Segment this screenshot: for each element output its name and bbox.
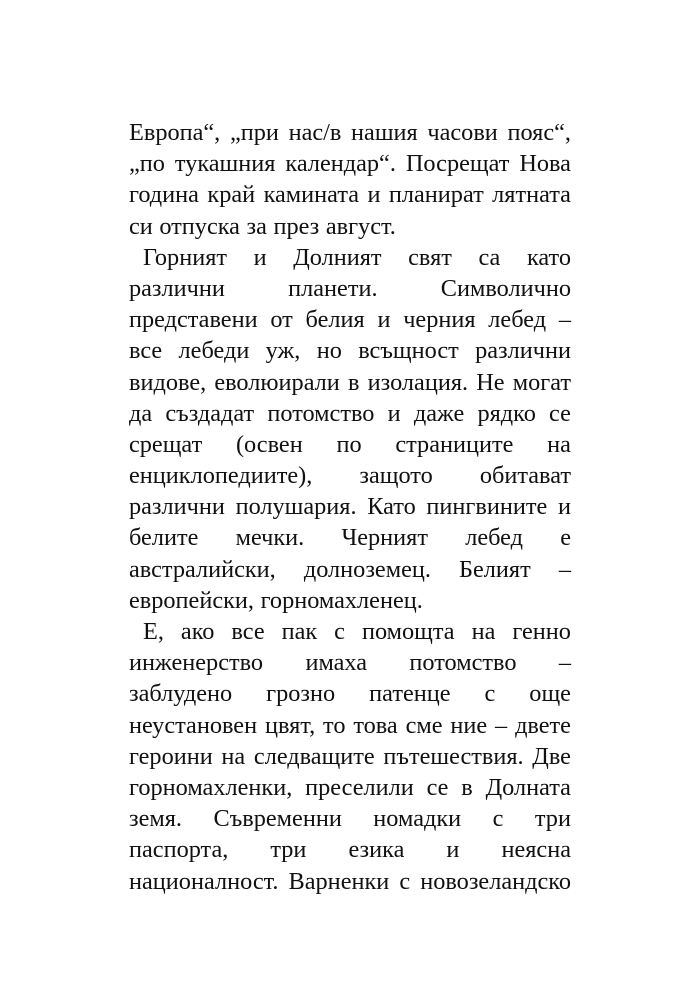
word: страниците bbox=[395, 430, 514, 458]
word: цвят, bbox=[264, 711, 316, 739]
word: Като bbox=[367, 493, 416, 521]
word: белия bbox=[305, 306, 365, 334]
word: пингвините bbox=[426, 493, 548, 521]
word: с bbox=[399, 867, 411, 895]
word: в bbox=[461, 773, 473, 801]
word: различни bbox=[129, 274, 225, 302]
word: ако bbox=[180, 618, 215, 645]
word: европейски, bbox=[129, 586, 255, 614]
word: (освен bbox=[235, 430, 303, 458]
word: от bbox=[270, 306, 293, 334]
word: да bbox=[129, 399, 153, 427]
word: на bbox=[471, 618, 496, 645]
word: героини bbox=[129, 742, 213, 770]
text-line bbox=[129, 304, 571, 335]
word: с bbox=[334, 618, 345, 645]
text-line bbox=[129, 491, 571, 522]
word: имаха bbox=[305, 649, 368, 677]
word: долноземец. bbox=[303, 555, 431, 583]
word: за bbox=[246, 212, 267, 240]
word: Съвременни bbox=[213, 805, 342, 833]
word: земя. bbox=[129, 805, 183, 833]
word: Горният bbox=[143, 243, 228, 271]
word: още bbox=[529, 680, 571, 708]
word: Нова bbox=[519, 150, 571, 178]
word: видове, bbox=[129, 368, 207, 396]
word: Посрещат bbox=[405, 150, 510, 178]
word: по bbox=[336, 430, 362, 458]
text-line bbox=[129, 616, 571, 647]
word: изолация. bbox=[367, 368, 469, 396]
word: националност. bbox=[129, 867, 279, 895]
word: лебеди bbox=[178, 337, 250, 365]
word: на bbox=[221, 742, 246, 770]
text-line bbox=[129, 148, 571, 179]
word: следващите bbox=[253, 742, 375, 770]
word: свят bbox=[408, 243, 452, 271]
word: се bbox=[426, 773, 449, 801]
text-line bbox=[129, 803, 571, 834]
text-line bbox=[129, 585, 571, 616]
word: са bbox=[478, 243, 501, 271]
word: грозно bbox=[266, 680, 336, 708]
word: полушария. bbox=[235, 493, 357, 521]
word: потомство bbox=[267, 399, 375, 427]
word: в bbox=[347, 368, 360, 396]
word: пътешествия. bbox=[383, 742, 524, 770]
word: – bbox=[558, 555, 571, 583]
word: даже bbox=[413, 399, 465, 427]
word: се bbox=[549, 399, 571, 427]
text-line bbox=[129, 211, 571, 242]
word: планети. bbox=[288, 274, 378, 302]
text-line bbox=[129, 117, 571, 148]
word: все bbox=[231, 618, 265, 645]
word: си bbox=[129, 212, 153, 240]
word: лятната bbox=[492, 181, 571, 209]
word: могат bbox=[512, 368, 571, 396]
word: срещат bbox=[129, 430, 203, 458]
word: с bbox=[484, 680, 496, 708]
word: Две bbox=[532, 742, 571, 770]
word: и bbox=[557, 493, 571, 521]
word: Белият bbox=[459, 555, 531, 583]
word: край bbox=[207, 181, 256, 209]
word: отпуска bbox=[159, 212, 240, 240]
word: година bbox=[129, 181, 199, 209]
text-line bbox=[129, 242, 571, 273]
word: преселили bbox=[305, 773, 414, 801]
word: и bbox=[387, 399, 401, 427]
word: е bbox=[560, 524, 571, 552]
word: като bbox=[526, 243, 571, 271]
word: и bbox=[446, 836, 460, 864]
word: енциклопедиите), bbox=[129, 462, 313, 490]
word: инженерство bbox=[129, 649, 264, 677]
word: три bbox=[270, 836, 307, 864]
text-line bbox=[129, 710, 571, 741]
word: но bbox=[316, 337, 342, 365]
word: то bbox=[323, 711, 346, 739]
word: през bbox=[273, 212, 320, 240]
word: патенце bbox=[369, 680, 451, 708]
word: лебед bbox=[465, 524, 523, 552]
text-line bbox=[129, 398, 571, 429]
text-line bbox=[129, 429, 571, 460]
word: черния bbox=[403, 306, 476, 334]
text-line bbox=[129, 647, 571, 678]
word: Черният bbox=[341, 524, 428, 552]
text-line bbox=[129, 179, 571, 210]
text-line bbox=[129, 522, 571, 553]
word: тукашния bbox=[174, 150, 276, 178]
word: различни bbox=[475, 337, 571, 365]
word: горномахленки, bbox=[129, 773, 293, 801]
word: нашия bbox=[351, 119, 418, 146]
word: австралийски, bbox=[129, 555, 276, 583]
word: създадат bbox=[165, 399, 255, 427]
word: сме bbox=[405, 711, 443, 739]
word: уж, bbox=[265, 337, 301, 365]
word: – bbox=[558, 649, 571, 677]
word: Долният bbox=[293, 243, 382, 271]
word: и bbox=[377, 306, 391, 334]
word: камината bbox=[263, 181, 360, 209]
word: с bbox=[492, 805, 504, 833]
word: все bbox=[129, 337, 163, 365]
text-line bbox=[129, 772, 571, 803]
word: и bbox=[253, 243, 267, 271]
word: неясна bbox=[501, 836, 571, 864]
word: потомство bbox=[409, 649, 517, 677]
word: „при bbox=[229, 119, 279, 146]
word: Е, bbox=[143, 618, 164, 645]
word: Не bbox=[476, 368, 505, 396]
word: пак bbox=[281, 618, 318, 645]
word: август. bbox=[325, 212, 396, 240]
word: мечки. bbox=[235, 524, 305, 552]
word: еволюирали bbox=[214, 368, 340, 396]
text-line bbox=[129, 367, 571, 398]
word: паспорта, bbox=[129, 836, 229, 864]
word: различни bbox=[129, 493, 225, 521]
word: „по bbox=[129, 150, 165, 178]
word: представени bbox=[129, 306, 258, 334]
word: обитават bbox=[479, 462, 571, 490]
text-line bbox=[129, 741, 571, 772]
word: всъщност bbox=[358, 337, 459, 365]
word: на bbox=[547, 430, 571, 458]
word: езика bbox=[348, 836, 405, 864]
word: това bbox=[353, 711, 398, 739]
word: календар“. bbox=[285, 150, 396, 178]
word: помощта bbox=[361, 618, 455, 645]
text-line bbox=[129, 460, 571, 491]
word: горномахленец. bbox=[260, 586, 423, 614]
text-line bbox=[129, 335, 571, 366]
word: Долната bbox=[485, 773, 571, 801]
word: планират bbox=[388, 181, 484, 209]
word: Варненки bbox=[288, 867, 390, 895]
text-line bbox=[129, 678, 571, 709]
word: неустановен bbox=[129, 711, 258, 739]
word: лебед bbox=[488, 306, 547, 334]
word: Символично bbox=[440, 274, 571, 302]
word: заблудено bbox=[129, 680, 233, 708]
word: рядко bbox=[477, 399, 536, 427]
body-text bbox=[129, 117, 571, 897]
word: ние bbox=[450, 711, 488, 739]
word: три bbox=[534, 805, 571, 833]
text-line bbox=[129, 866, 571, 897]
word: и bbox=[367, 181, 381, 209]
text-line bbox=[129, 554, 571, 585]
word: нас/в bbox=[288, 119, 342, 146]
word: Европа“, bbox=[129, 119, 221, 146]
word: часови bbox=[427, 119, 498, 146]
word: – bbox=[558, 306, 571, 334]
text-line bbox=[129, 273, 571, 304]
word: номадки bbox=[373, 805, 462, 833]
word: белите bbox=[129, 524, 199, 552]
word: генно bbox=[512, 618, 571, 645]
word: новозеландско bbox=[420, 867, 571, 895]
word: – bbox=[495, 711, 508, 739]
word: защото bbox=[359, 462, 433, 490]
word: пояс“, bbox=[507, 119, 571, 146]
word: двете bbox=[515, 711, 571, 739]
text-line bbox=[129, 834, 571, 865]
